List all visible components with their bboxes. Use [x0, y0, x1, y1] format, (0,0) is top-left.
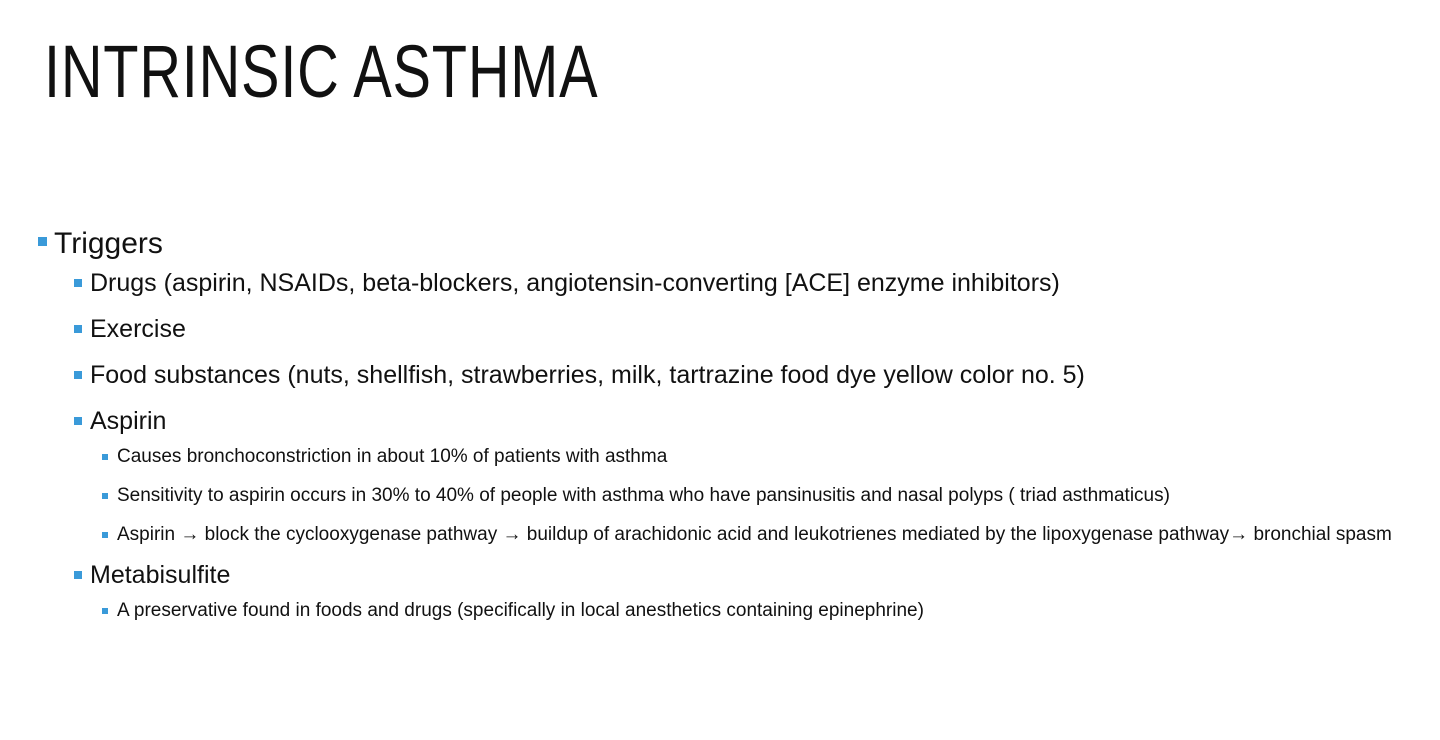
- list-item-label: Drugs (aspirin, NSAIDs, beta-blockers, angiotensin-converting [ACE] enzyme inhibitors): [90, 269, 1060, 297]
- aspirin-sub-group: [54, 444, 1406, 548]
- square-bullet-icon: [102, 454, 108, 460]
- square-bullet-icon: [38, 237, 47, 246]
- square-bullet-icon: [102, 532, 108, 538]
- list-item-label: Causes bronchoconstriction in about 10% of patients with asthma: [117, 446, 668, 467]
- list-item-label: Aspirin → block the cyclooxygenase pathway → buildup of arachidonic acid and leukotrienes mediated by the lipoxygenase pathway→ bronchial spasm: [117, 524, 1392, 545]
- square-bullet-icon: [74, 417, 82, 425]
- list-item-triggers: [36, 222, 1406, 624]
- list-item-metabisulfite: [54, 560, 1406, 590]
- sub-list: [54, 268, 1406, 624]
- list-item-food-substances: [54, 360, 1406, 390]
- square-bullet-icon: [102, 493, 108, 499]
- sub-sub-list: [54, 598, 1406, 624]
- list-item-label: Metabisulfite: [90, 561, 231, 589]
- list-item-label: Triggers: [54, 227, 163, 260]
- sub-sub-list: [54, 444, 1406, 548]
- list-item-metabisulfite-detail: [54, 598, 1406, 624]
- square-bullet-icon: [74, 325, 82, 333]
- square-bullet-icon: [102, 608, 108, 614]
- list-item-label: Sensitivity to aspirin occurs in 30% to 40% of people with asthma who have pansinusitis and nasal polyps ( triad asthmaticus): [117, 485, 1170, 506]
- list-item-aspirin-detail: [54, 444, 1406, 470]
- slide-content: [36, 222, 1406, 626]
- list-item-drugs: [54, 268, 1406, 298]
- list-item-label: Food substances (nuts, shellfish, strawberries, milk, tartrazine food dye yellow color no. 5): [90, 361, 1085, 389]
- metabisulfite-sub-group: [54, 598, 1406, 624]
- list-item-label: Exercise: [90, 315, 186, 343]
- square-bullet-icon: [74, 279, 82, 287]
- list-item-aspirin-detail: [54, 522, 1406, 548]
- list-item-aspirin: [54, 406, 1406, 436]
- list-item-exercise: [54, 314, 1406, 344]
- list-item-label: A preservative found in foods and drugs (specifically in local anesthetics containing epinephrine): [117, 600, 924, 621]
- list-item-label: Aspirin: [90, 407, 167, 435]
- list-item-aspirin-detail: [54, 483, 1406, 509]
- square-bullet-icon: [74, 371, 82, 379]
- bullet-list: [36, 222, 1406, 624]
- slide-title: INTRINSIC ASTHMA: [44, 30, 599, 113]
- square-bullet-icon: [74, 571, 82, 579]
